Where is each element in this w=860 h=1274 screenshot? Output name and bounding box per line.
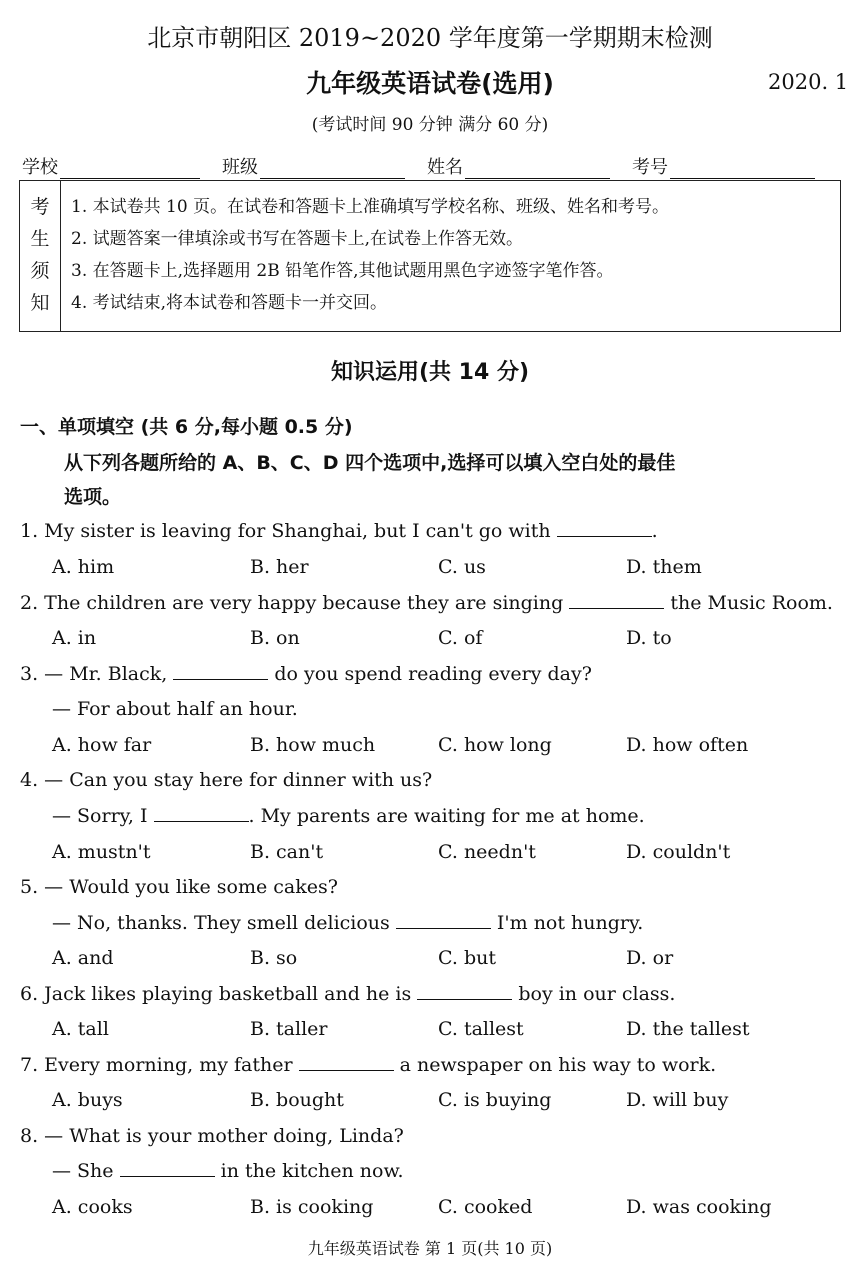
- question-3-reply: — For about half an hour.: [52, 698, 298, 720]
- question-4: 4. — Can you stay here for dinner with us?: [20, 769, 433, 791]
- student-info-fields: [22, 153, 842, 179]
- exam-info: (考试时间 90 分钟 满分 60 分): [311, 115, 549, 135]
- paper-subtitle: 九年级英语试卷(选用): [306, 69, 554, 98]
- part-title: 一、单项填空 (共 6 分,每小题 0.5 分): [20, 416, 353, 438]
- option-b[interactable]: B. can't: [250, 841, 324, 863]
- option-a[interactable]: A. him: [52, 556, 115, 578]
- notice-items: [61, 181, 669, 331]
- answer-blank[interactable]: [154, 805, 249, 822]
- option-a[interactable]: A. and: [52, 947, 114, 969]
- option-d[interactable]: D. was cooking: [626, 1196, 772, 1218]
- page-footer: 九年级英语试卷 第 1 页(共 10 页): [307, 1239, 553, 1258]
- question-5: 5. — Would you like some cakes?: [20, 876, 338, 898]
- number-blank[interactable]: [670, 160, 815, 179]
- option-d[interactable]: D. will buy: [626, 1089, 729, 1111]
- question-4-reply: — Sorry, I . My parents are waiting for me at home.: [52, 805, 645, 827]
- school-blank[interactable]: [60, 160, 200, 179]
- class-field[interactable]: [222, 153, 405, 179]
- name-field[interactable]: [427, 153, 610, 179]
- option-d[interactable]: D. the tallest: [626, 1018, 750, 1040]
- notice-item: 1. 本试卷共 10 页。在试卷和答题卡上准确填写学校名称、班级、姓名和考号。: [71, 197, 670, 217]
- option-b[interactable]: B. taller: [250, 1018, 328, 1040]
- option-a[interactable]: A. how far: [52, 734, 152, 756]
- name-blank[interactable]: [465, 160, 610, 179]
- exam-date: 2020. 1: [768, 70, 849, 94]
- class-blank[interactable]: [260, 160, 405, 179]
- candidate-notice-box: [19, 180, 841, 332]
- option-c[interactable]: C. tallest: [438, 1018, 524, 1040]
- option-d[interactable]: D. them: [626, 556, 702, 578]
- option-c[interactable]: C. of: [438, 627, 483, 649]
- notice-item: 2. 试题答案一律填涂或书写在答题卡上,在试卷上作答无效。: [71, 229, 524, 249]
- option-d[interactable]: D. to: [626, 627, 672, 649]
- option-a[interactable]: A. buys: [52, 1089, 123, 1111]
- question-7: 7. Every morning, my father a newspaper on his way to work.: [20, 1054, 717, 1076]
- answer-blank[interactable]: [569, 592, 664, 609]
- part-instruction: 从下列各题所给的 A、B、C、D 四个选项中,选择可以填入空白处的最佳: [64, 452, 676, 474]
- option-b[interactable]: B. how much: [250, 734, 376, 756]
- question-1: 1. My sister is leaving for Shanghai, but I can't go with .: [20, 520, 658, 542]
- option-c[interactable]: C. cooked: [438, 1196, 533, 1218]
- option-b[interactable]: B. is cooking: [250, 1196, 374, 1218]
- option-a[interactable]: A. mustn't: [52, 841, 151, 863]
- option-d[interactable]: D. or: [626, 947, 674, 969]
- section-title: 知识运用(共 14 分): [330, 360, 530, 385]
- option-a[interactable]: A. tall: [52, 1018, 109, 1040]
- question-8: 8. — What is your mother doing, Linda?: [20, 1125, 404, 1147]
- school-label: 学校: [22, 157, 58, 178]
- answer-blank[interactable]: [396, 912, 491, 929]
- name-label: 姓名: [427, 157, 463, 178]
- option-a[interactable]: A. in: [52, 627, 97, 649]
- option-b[interactable]: B. so: [250, 947, 298, 969]
- option-c[interactable]: C. us: [438, 556, 486, 578]
- answer-blank[interactable]: [417, 983, 512, 1000]
- option-b[interactable]: B. her: [250, 556, 309, 578]
- answer-blank[interactable]: [557, 520, 652, 537]
- question-5-reply: — No, thanks. They smell delicious I'm not hungry.: [52, 912, 644, 934]
- question-6: 6. Jack likes playing basketball and he is boy in our class.: [20, 983, 676, 1005]
- option-d[interactable]: D. couldn't: [626, 841, 731, 863]
- notice-heading: 考 生 须 知: [20, 181, 61, 331]
- notice-item: 3. 在答题卡上,选择题用 2B 铅笔作答,其他试题用黑色字迹签字笔作答。: [71, 261, 614, 281]
- question-3: 3. — Mr. Black, do you spend reading every day?: [20, 663, 592, 685]
- option-b[interactable]: B. bought: [250, 1089, 344, 1111]
- class-label: 班级: [222, 157, 258, 178]
- answer-blank[interactable]: [173, 663, 268, 680]
- option-c[interactable]: C. but: [438, 947, 496, 969]
- question-2: 2. The children are very happy because they are singing the Music Room.: [20, 592, 833, 614]
- option-c[interactable]: C. how long: [438, 734, 552, 756]
- notice-item: 4. 考试结束,将本试卷和答题卡一并交回。: [71, 293, 388, 313]
- number-field[interactable]: [632, 153, 815, 179]
- option-a[interactable]: A. cooks: [52, 1196, 133, 1218]
- question-8-reply: — She in the kitchen now.: [52, 1160, 404, 1182]
- answer-blank[interactable]: [120, 1160, 215, 1177]
- part-instruction-cont: 选项。: [64, 486, 122, 508]
- school-field[interactable]: [22, 153, 200, 179]
- option-b[interactable]: B. on: [250, 627, 300, 649]
- number-label: 考号: [632, 157, 668, 178]
- option-d[interactable]: D. how often: [626, 734, 749, 756]
- option-c[interactable]: C. needn't: [438, 841, 536, 863]
- exam-title: 北京市朝阳区 2019~2020 学年度第一学期期末检测: [147, 24, 713, 52]
- answer-blank[interactable]: [299, 1054, 394, 1071]
- option-c[interactable]: C. is buying: [438, 1089, 552, 1111]
